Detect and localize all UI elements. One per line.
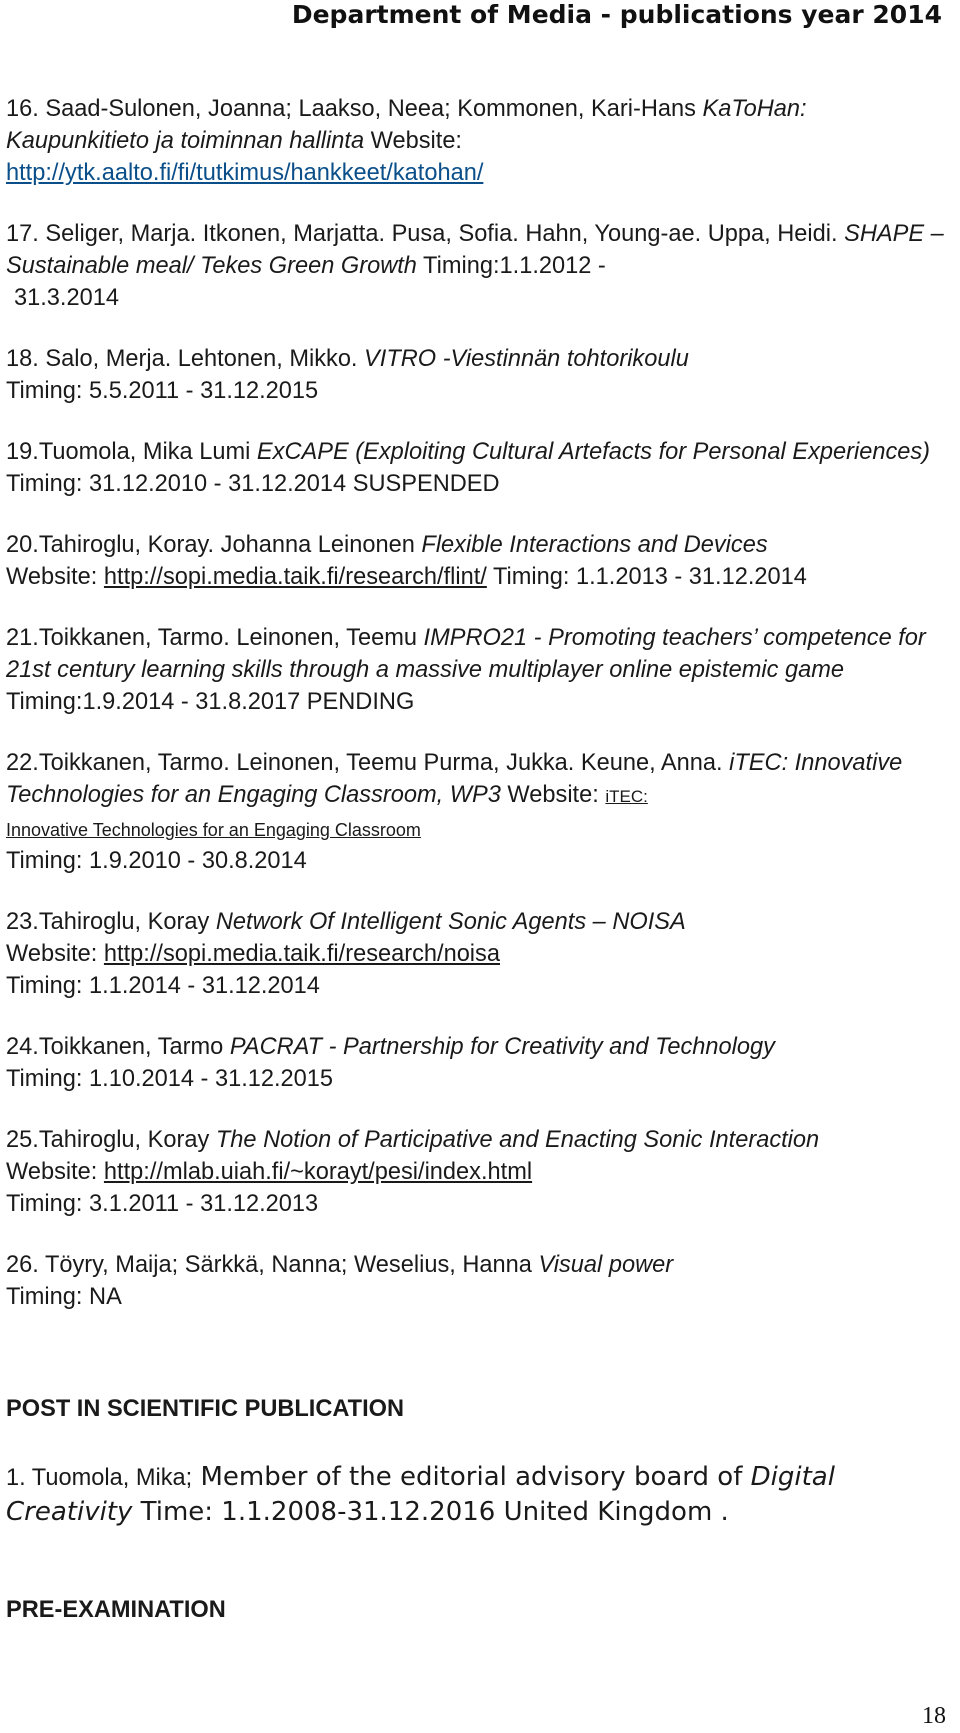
list-item <box>6 906 954 1002</box>
list-item <box>6 218 954 314</box>
entry-timing: Timing:1.1.2012 - <box>416 253 606 279</box>
sci-entry-author: 1. Tuomola, Mika; <box>6 1465 193 1491</box>
entry-website-link[interactable]: http://sopi.media.taik.fi/research/flint/ <box>103 564 487 590</box>
list-item <box>6 529 954 593</box>
entry-timing: Timing: 1.1.2014 - 31.12.2014 <box>6 973 320 999</box>
entry-number: 16. <box>6 96 39 122</box>
entry-project-title: The Notion of Participative and Enacting Sonic Interaction <box>215 1127 820 1153</box>
entry-authors: Töyry, Maija; Särkkä, Nanna; Weselius, Hanna <box>38 1252 539 1278</box>
entry-number: 26. <box>6 1252 39 1278</box>
entry-timing-end: 31.3.2014 <box>14 285 119 311</box>
entry-project-title: PACRAT - Partnership for Creativity and Technology <box>229 1034 775 1060</box>
entry-timing: Timing: 1.9.2010 - 30.8.2014 <box>6 848 307 874</box>
sci-entry-text: Member of the editorial advisory board of <box>192 1462 751 1492</box>
list-item <box>6 436 954 500</box>
entry-authors: Tahiroglu, Koray. Johanna Leinonen <box>38 532 422 558</box>
entry-number: 19. <box>6 439 39 465</box>
page-header: Department of Media - publications year 2014 <box>291 0 942 29</box>
entry-authors: Salo, Merja. Lehtonen, Mikko. <box>38 346 365 372</box>
entry-project-title: Visual power <box>538 1252 674 1278</box>
entry-project-title: IMPRO21 - Promoting teachers’ competence for 21st century learning skills through a massive multiplayer online epistemic game <box>6 625 926 683</box>
entry-authors: Tahiroglu, Koray <box>38 1127 216 1153</box>
scientific-publication-entry <box>6 1460 954 1529</box>
list-item <box>6 1124 954 1220</box>
entry-timing: Timing: 31.12.2010 - 31.12.2014 SUSPENDED <box>6 471 500 497</box>
entry-number: 18. <box>6 346 39 372</box>
entry-number: 23. <box>6 909 39 935</box>
entry-project-title: iTEC: Innovative Technologies for an Engaging Classroom, WP3 <box>6 750 903 808</box>
page-number: 18 <box>922 1703 946 1729</box>
list-item <box>6 747 954 877</box>
entry-authors: Tahiroglu, Koray <box>38 909 216 935</box>
entry-timing: Timing: 5.5.2011 - 31.12.2015 <box>6 378 319 404</box>
entry-website-link-prefix[interactable]: iTEC: <box>605 787 648 806</box>
entry-project-title: KaToHan: Kaupunkitieto ja toiminnan hallinta <box>6 96 807 154</box>
entry-number: 25. <box>6 1127 39 1153</box>
entry-authors: Toikkanen, Tarmo. Leinonen, Teemu <box>38 625 424 651</box>
website-label: Website: <box>364 128 462 154</box>
entry-timing: Timing: 1.1.2013 - 31.12.2014 <box>486 564 807 590</box>
entry-project-title: SHAPE – Sustainable meal/ Tekes Green Growth <box>6 221 944 279</box>
entry-project-title: Network Of Intelligent Sonic Agents – NOISA <box>215 909 686 935</box>
entry-website-link[interactable]: http://ytk.aalto.fi/fi/tutkimus/hankkeet/katohan/ <box>6 160 484 186</box>
website-label: Website: <box>6 1159 104 1185</box>
entry-project-title: ExCAPE (Exploiting Cultural Artefacts for Personal Experiences) <box>256 439 931 465</box>
entry-website-link[interactable]: http://sopi.media.taik.fi/research/noisa <box>103 941 500 967</box>
list-item <box>6 1249 954 1313</box>
entry-number: 22. <box>6 750 39 776</box>
list-item <box>6 622 954 718</box>
sci-entry-journal: Digital Creativity <box>6 1462 835 1527</box>
section-heading-pre-examination: PRE-EXAMINATION <box>6 1597 226 1623</box>
entry-website-link[interactable]: Innovative Technologies for an Engaging Classroom <box>6 820 421 840</box>
website-label: Website: <box>6 941 104 967</box>
list-item <box>6 343 954 407</box>
entry-timing: Timing: 3.1.2011 - 31.12.2013 <box>6 1191 319 1217</box>
entry-authors: Toikkanen, Tarmo <box>38 1034 230 1060</box>
entry-authors: Toikkanen, Tarmo. Leinonen, Teemu Purma, Jukka. Keune, Anna. <box>38 750 730 776</box>
website-label: Website: <box>500 782 606 808</box>
entry-number: 24. <box>6 1034 39 1060</box>
sci-entry-details: Time: 1.1.2008-31.12.2016 United Kingdom . <box>132 1497 729 1527</box>
entry-authors: Saad-Sulonen, Joanna; Laakso, Neea; Kommonen, Kari-Hans <box>38 96 703 122</box>
entry-number: 21. <box>6 625 39 651</box>
entry-timing: Timing:1.9.2014 - 31.8.2017 PENDING <box>6 689 415 715</box>
publication-list <box>6 93 954 1342</box>
entry-project-title: Flexible Interactions and Devices <box>421 532 768 558</box>
entry-website-link[interactable]: http://mlab.uiah.fi/~korayt/pesi/index.html <box>103 1159 533 1185</box>
entry-number: 20. <box>6 532 39 558</box>
list-item <box>6 1031 954 1095</box>
entry-authors: Seliger, Marja. Itkonen, Marjatta. Pusa, Sofia. Hahn, Young-ae. Uppa, Heidi. <box>38 221 845 247</box>
section-heading-post-in-scientific-publication: POST IN SCIENTIFIC PUBLICATION <box>6 1396 405 1422</box>
entry-number: 17. <box>6 221 39 247</box>
website-label: Website: <box>6 564 104 590</box>
entry-timing: Timing: 1.10.2014 - 31.12.2015 <box>6 1066 334 1092</box>
entry-project-title: VITRO -Viestinnän tohtorikoulu <box>364 346 689 372</box>
list-item <box>6 93 954 189</box>
entry-authors: Tuomola, Mika Lumi <box>38 439 257 465</box>
entry-timing: Timing: NA <box>6 1284 122 1310</box>
